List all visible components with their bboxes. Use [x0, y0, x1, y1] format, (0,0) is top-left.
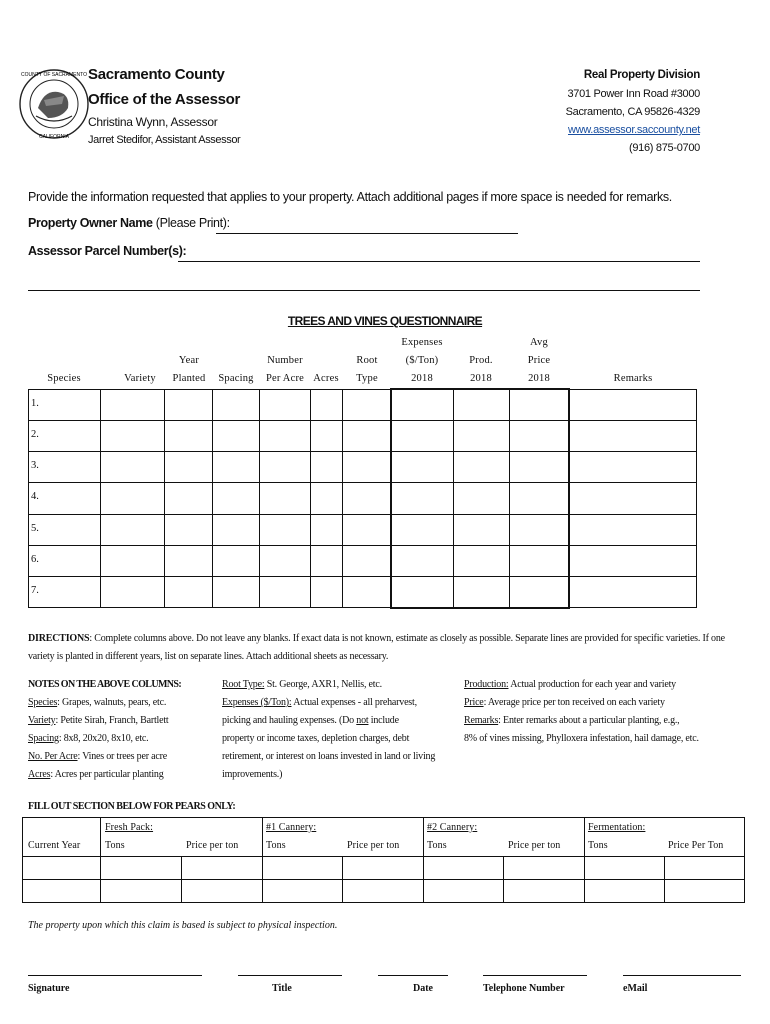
- title-field[interactable]: [238, 975, 342, 976]
- parcel-number-label: Assessor Parcel Number(s):: [28, 244, 187, 258]
- county-name: Sacramento County: [88, 66, 225, 83]
- notes-title: NOTES ON THE ABOVE COLUMNS:: [28, 679, 182, 690]
- email-label: eMail: [623, 983, 648, 994]
- address-line-1: 3701 Power Inn Road #3000: [567, 88, 700, 100]
- note-spacing: Spacing: 8x8, 20x20, 8x10, etc.: [28, 733, 149, 744]
- row-number-2: 2.: [31, 429, 39, 440]
- pears-section-title: FILL OUT SECTION BELOW FOR PEARS ONLY:: [28, 801, 236, 812]
- note-price: Price: Average price per ton received on each variety: [464, 697, 665, 708]
- telephone-field[interactable]: [483, 975, 587, 976]
- pears-cannery2-tons: Tons: [427, 840, 447, 851]
- col-avg: Avg: [530, 337, 548, 348]
- note-species: Species: Grapes, walnuts, pears, etc.: [28, 697, 167, 708]
- note-expenses-line-3: picking and hauling expenses. (Do not include: [222, 715, 399, 726]
- pears-cannery1-price: Price per ton: [347, 840, 400, 851]
- pears-fresh-pack-tons: Tons: [105, 840, 125, 851]
- owner-name-label: Property Owner Name (Please Print):: [28, 216, 230, 230]
- pears-fresh-pack-price: Price per ton: [186, 840, 239, 851]
- note-expenses-line-5: retirement, or interest on loans invested in land or living: [222, 751, 436, 762]
- note-expenses-line-6: improvements.): [222, 769, 283, 780]
- pears-fermentation-header: Fermentation:: [588, 822, 646, 833]
- questionnaire-title: TREES AND VINES QUESTIONNAIRE: [287, 314, 483, 328]
- col-per-acre: Per Acre: [265, 373, 305, 384]
- email-field[interactable]: [623, 975, 741, 976]
- col-year: Year: [178, 355, 200, 366]
- row-number-1: 1.: [31, 398, 39, 409]
- note-expenses-line-4: property or income taxes, depletion charges, debt: [222, 733, 410, 744]
- division-name: Real Property Division: [583, 69, 700, 81]
- col-expenses-year: 2018: [411, 373, 433, 384]
- svg-text:COUNTY OF SACRAMENTO: COUNTY OF SACRAMENTO: [21, 72, 87, 78]
- date-label: Date: [413, 983, 433, 994]
- row-number-5: 5.: [31, 523, 39, 534]
- pears-cannery2-header: #2 Cannery:: [427, 822, 478, 833]
- date-field[interactable]: [378, 975, 448, 976]
- address-line-2: Sacramento, CA 95826-4329: [565, 106, 700, 118]
- assistant-assessor-name: Jarret Stedifor, Assistant Assessor: [88, 134, 241, 146]
- notes-column-3: [464, 676, 754, 748]
- office-name: Office of the Assessor: [88, 91, 241, 108]
- col-planted: Planted: [172, 373, 206, 384]
- pears-fermentation-price: Price Per Ton: [668, 840, 724, 851]
- intro-instructions: Provide the information requested that applies to your property. Attach additional pages if more space is needed for remarks.: [28, 190, 672, 204]
- note-expenses: Expenses ($/Ton): Actual expenses - all preharvest,: [222, 697, 417, 708]
- note-remarks-line-4: 8% of vines missing, Phylloxera infestation, hail damage, etc.: [464, 733, 699, 744]
- note-production: Production: Actual production for each year and variety: [464, 679, 676, 690]
- col-number: Number: [267, 355, 303, 366]
- inspection-footnote: The property upon which this claim is based is subject to physical inspection.: [28, 920, 338, 931]
- col-price: Price: [527, 355, 551, 366]
- row-number-3: 3.: [31, 460, 39, 471]
- pears-cannery1-tons: Tons: [266, 840, 286, 851]
- title-label: Title: [272, 983, 292, 994]
- row-number-4: 4.: [31, 491, 39, 502]
- col-acres: Acres: [313, 373, 339, 384]
- col-remarks: Remarks: [613, 373, 653, 384]
- pears-cannery2-price: Price per ton: [508, 840, 561, 851]
- row-number-6: 6.: [31, 554, 39, 565]
- pears-current-year-header: Current Year: [28, 840, 81, 851]
- col-prod: Prod.: [469, 355, 493, 366]
- col-expenses: Expenses: [401, 337, 443, 348]
- col-spacing: Spacing: [218, 373, 254, 384]
- phone-number: (916) 875-0700: [628, 142, 700, 154]
- row-number-7: 7.: [31, 585, 39, 596]
- signature-label: Signature: [28, 983, 70, 994]
- signature-field[interactable]: [28, 975, 202, 976]
- notes-column-2: [222, 676, 462, 784]
- col-price-year: 2018: [528, 373, 550, 384]
- note-variety: Variety: Petite Sirah, Franch, Bartlett: [28, 715, 169, 726]
- note-acres: Acres: Acres per particular planting: [28, 769, 164, 780]
- notes-column-1: [28, 676, 218, 784]
- col-variety: Variety: [124, 373, 156, 384]
- pears-fresh-pack-header: Fresh Pack:: [105, 822, 154, 833]
- col-type: Type: [356, 373, 378, 384]
- col-species: Species: [47, 373, 81, 384]
- col-root: Root: [356, 355, 378, 366]
- assessor-name: Christina Wynn, Assessor: [88, 115, 218, 129]
- pears-cannery1-header: #1 Cannery:: [266, 822, 317, 833]
- telephone-label: Telephone Number: [483, 983, 565, 994]
- col-expenses-unit: ($/Ton): [405, 355, 439, 366]
- directions-text: DIRECTIONS: Complete columns above. Do not leave any blanks. If exact data is not known, estimate as closely as possible. Separate lines are provided for specific varieties. If one variety is planted in different years, list on separate lines. Attach additional sheets as necessary.: [28, 633, 725, 662]
- pears-fermentation-tons: Tons: [588, 840, 608, 851]
- col-prod-year: 2018: [470, 373, 492, 384]
- website-link[interactable]: www.assessor.saccounty.net: [567, 124, 700, 136]
- note-no-per-acre: No. Per Acre: Vines or trees per acre: [28, 751, 167, 762]
- note-remarks: Remarks: Enter remarks about a particular planting, e.g.,: [464, 715, 680, 726]
- svg-text:CALIFORNIA: CALIFORNIA: [38, 134, 70, 140]
- note-root-type: Root Type: St. George, AXR1, Nellis, etc.: [222, 679, 382, 690]
